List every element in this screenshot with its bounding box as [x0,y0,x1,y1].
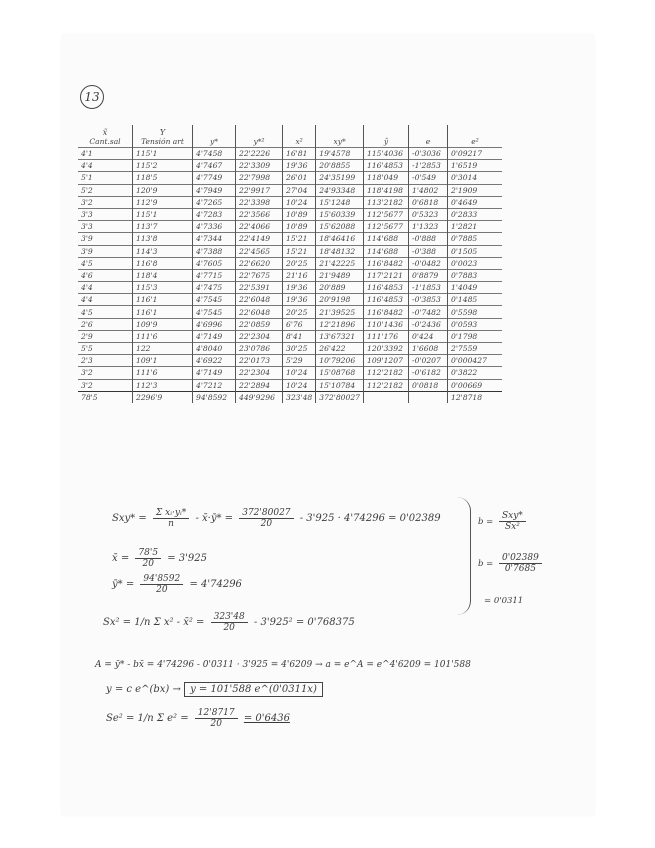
sum-cell: 449'9296 [236,391,283,403]
table-cell: 112'9 [133,196,193,208]
table-cell: 115'3 [133,282,193,294]
table-cell: 5'5 [78,343,133,355]
table-cell: 26'422 [316,343,364,355]
table-cell: 116'8482 [364,257,409,269]
se2-formula [106,708,290,729]
table-cell: 112'2182 [364,367,409,379]
table-cell: 3'9 [78,233,133,245]
table-row [78,160,502,172]
table-cell: 22'4149 [236,233,283,245]
table-cell: 114'688 [364,233,409,245]
table-cell: 20'25 [283,306,316,318]
table-cell: 116'4853 [364,282,409,294]
column-header [193,125,236,148]
table-cell: 111'6 [133,330,193,342]
table-cell: 21'39525 [316,306,364,318]
table-cell: 112'5677 [364,221,409,233]
table-cell: 113'8 [133,233,193,245]
table-cell: 3'2 [78,379,133,391]
table-cell: 115'4036 [364,148,409,160]
table-cell: 4'4 [78,282,133,294]
table-cell: 15'21 [283,245,316,257]
sx2-fraction [211,612,248,633]
table-cell: 1'4049 [448,282,503,294]
column-header-label: ŷ [383,137,389,146]
table-cell: 4'7336 [193,221,236,233]
sxy-denominator: n [168,519,174,529]
table-cell: 0'8879 [409,269,448,281]
table-cell: 111'176 [364,330,409,342]
table-cell: 22'7675 [236,269,283,281]
table-cell: 4'4 [78,294,133,306]
table-cell: 19'36 [283,294,316,306]
xbar-formula [112,548,207,569]
table-cell: 118'4198 [364,184,409,196]
column-header-label: y* [210,137,218,146]
table-cell: 112'3 [133,379,193,391]
table-cell: 22'6048 [236,294,283,306]
sum-cell: 372'80027 [316,391,364,403]
sum-cell: 94'8592 [193,391,236,403]
column-header-label: e [425,137,431,146]
ybar-result: = 4'74296 [189,579,242,590]
table-cell: 115'2 [133,160,193,172]
sx2-denominator: 20 [223,623,235,633]
table-cell: 3'9 [78,245,133,257]
model-result-box: y = 101'588 e^(0'0311x) [184,682,323,697]
table-cell: 19'4578 [316,148,364,160]
table-row [78,196,502,208]
data-table [78,125,502,403]
table-cell: 4'7149 [193,330,236,342]
table-cell: 111'6 [133,367,193,379]
table-cell: 116'4853 [364,160,409,172]
table-cell: 10'24 [283,367,316,379]
table-cell: 22'6048 [236,306,283,318]
table-cell: 116'1 [133,306,193,318]
table-cell: 15'21 [283,233,316,245]
table-cell: 15'62088 [316,221,364,233]
column-header-symbol: x̃ [102,128,108,137]
table-cell: 120'3392 [364,343,409,355]
table-cell: 0'1505 [448,245,503,257]
table-row [78,379,502,391]
table-cell: 109'1 [133,355,193,367]
xbar-numerator: 78'5 [135,548,161,559]
table-cell: 3'2 [78,196,133,208]
column-header-label: x² [295,137,303,146]
table-cell: 19'36 [283,160,316,172]
table-cell: 4'6922 [193,355,236,367]
table-cell: 20'9198 [316,294,364,306]
sxy-fraction-2 [239,508,293,529]
b-formula-label: b = [478,517,494,527]
table-cell: 0'00669 [448,379,503,391]
problem-number: 13 [80,85,104,109]
table-cell: 8'41 [283,330,316,342]
table-cell: -0'0482 [409,257,448,269]
column-header-label: Cant.sal [89,137,121,146]
column-header [133,125,193,148]
ybar-numerator: 94'8592 [140,574,183,585]
table-cell: 2'9 [78,330,133,342]
table-row [78,294,502,306]
table-row [78,330,502,342]
table-cell: -0'7482 [409,306,448,318]
table-cell: 0'1485 [448,294,503,306]
table-cell: 114'3 [133,245,193,257]
table-cell: 110'1436 [364,318,409,330]
table-cell: 4'7265 [193,196,236,208]
table-cell: 22'0859 [236,318,283,330]
column-header-symbol: Y [159,128,166,137]
table-cell: 22'7998 [236,172,283,184]
table-row [78,184,502,196]
table-cell: 5'1 [78,172,133,184]
table-cell: 118'4 [133,269,193,281]
model-label: y = c e^(bx) → [106,684,181,695]
intercept-formula: A = ȳ* - bx̄ = 4'74296 - 0'0311 · 3'925 = 4'6209 → a = e^A = e^4'6209 = 101'588 [95,660,471,670]
table-row [78,233,502,245]
table-row [78,282,502,294]
table-cell: 22'2226 [236,148,283,160]
table-cell: 0'0593 [448,318,503,330]
table-cell: 116'8482 [364,306,409,318]
table-cell: 0'5598 [448,306,503,318]
table-cell: 22'3398 [236,196,283,208]
table-cell: 10'24 [283,196,316,208]
table-cell: 22'4066 [236,221,283,233]
column-header [236,125,283,148]
table-cell: 12'21896 [316,318,364,330]
table-cell: 0'7883 [448,269,503,281]
table-cell: 22'2304 [236,367,283,379]
table-row [78,148,502,160]
table-cell: 115'1 [133,208,193,220]
column-header [78,125,133,148]
table-cell: 116'1 [133,294,193,306]
table-cell: 20'25 [283,257,316,269]
table-cell: 4'7605 [193,257,236,269]
table-cell: 122 [133,343,193,355]
table-cell: 0'1798 [448,330,503,342]
xbar-result: = 3'925 [167,553,207,564]
column-header [316,125,364,148]
table-cell: 117'2121 [364,269,409,281]
table-cell: 18'48132 [316,245,364,257]
table-cell: 109'1207 [364,355,409,367]
table-cell: 4'1 [78,148,133,160]
table-cell: 4'5 [78,257,133,269]
table-cell: 0'6818 [409,196,448,208]
ybar-denominator: 20 [156,585,168,595]
table-cell: -0'2436 [409,318,448,330]
table-cell: 1'1323 [409,221,448,233]
table-cell: 15'10784 [316,379,364,391]
b-calc-denominator: 0'7685 [504,564,536,574]
table-row [78,221,502,233]
table-cell: 15'60339 [316,208,364,220]
se2-denominator: 20 [210,719,222,729]
table-cell: 2'6 [78,318,133,330]
table-cell: 24'93348 [316,184,364,196]
sum-cell: 12'8718 [448,391,503,403]
table-cell: -0'3036 [409,148,448,160]
table-cell: 4'7475 [193,282,236,294]
table-cell: 22'9917 [236,184,283,196]
table-row [78,257,502,269]
table-row [78,367,502,379]
sxy-mean-product: - x̄·ȳ* = [195,513,234,524]
table-cell: 10'79206 [316,355,364,367]
table-cell: -1'2853 [409,160,448,172]
table-row [78,269,502,281]
table-cell: 3'3 [78,221,133,233]
b-formula-denominator: Sx² [504,522,520,532]
table-cell: -0'888 [409,233,448,245]
table-row [78,343,502,355]
table-cell: 22'2894 [236,379,283,391]
table-cell: 4'7545 [193,306,236,318]
table-cell: 4'7949 [193,184,236,196]
table-row [78,318,502,330]
se2-label: Se² = 1/n Σ e² = [106,713,189,724]
sum-cell: 323'48 [283,391,316,403]
sum-row [78,391,502,403]
sum-cell [409,391,448,403]
table-cell: 23'0786 [236,343,283,355]
table-cell: 4'5 [78,306,133,318]
b-formula-fraction [499,511,526,532]
table-cell: -0'0207 [409,355,448,367]
table-cell: 120'9 [133,184,193,196]
sum-cell: 2296'9 [133,391,193,403]
column-header [283,125,316,148]
sum-cell: 78'5 [78,391,133,403]
table-cell: 27'04 [283,184,316,196]
b-calculation [478,553,545,574]
table-cell: 5'29 [283,355,316,367]
table-cell: 24'35199 [316,172,364,184]
table-row [78,306,502,318]
right-brace [456,497,471,615]
table-cell: 0'0023 [448,257,503,269]
xbar-label: x̄ = [112,553,130,564]
table-cell: 5'2 [78,184,133,196]
table-cell: 113'7 [133,221,193,233]
table-cell: 4'7283 [193,208,236,220]
table-cell: 4'7749 [193,172,236,184]
ybar-formula [112,574,242,595]
se2-numerator: 12'8717 [195,708,238,719]
table-cell: -1'1853 [409,282,448,294]
table-cell: 4'7344 [193,233,236,245]
table-cell: 18'46416 [316,233,364,245]
xbar-denominator: 20 [142,559,154,569]
model-formula [106,684,323,695]
table-cell: 1'6519 [448,160,503,172]
table-cell: 4'7545 [193,294,236,306]
ybar-label: ȳ* = [112,579,135,590]
table-cell: 21'16 [283,269,316,281]
table-cell: 2'1909 [448,184,503,196]
sxy-numerator: Σ xᵢ·yᵢ* [153,508,189,519]
sxy-formula [112,508,441,529]
sxy-fraction [153,508,189,529]
table-row [78,208,502,220]
sx2-result: - 3'925² = 0'768375 [253,617,355,628]
table-cell: 4'6996 [193,318,236,330]
sxy-result: - 3'925 · 4'74296 = 0'02389 [299,513,441,524]
table-cell: 22'2304 [236,330,283,342]
table-cell: 10'89 [283,208,316,220]
table-cell: 2'7559 [448,343,503,355]
b-formula-numerator: Sxy* [499,511,526,522]
table-cell: 22'0173 [236,355,283,367]
table-cell: 0'4649 [448,196,503,208]
se2-fraction [195,708,238,729]
table-cell: 10'24 [283,379,316,391]
column-header [364,125,409,148]
table-cell: 1'2821 [448,221,503,233]
table-cell: 0'0818 [409,379,448,391]
table-cell: 4'7149 [193,367,236,379]
column-header-label: Tensión art [141,137,184,146]
b-calc-fraction [499,553,542,574]
table-cell: 4'7458 [193,148,236,160]
table-cell: 22'5391 [236,282,283,294]
sum-cell [364,391,409,403]
table-cell: 112'5677 [364,208,409,220]
table-cell: 114'688 [364,245,409,257]
se2-result: = 0'6436 [243,713,290,724]
table-cell: 3'3 [78,208,133,220]
table-cell: 13'67321 [316,330,364,342]
table-cell: 116'4853 [364,294,409,306]
table-cell: 109'9 [133,318,193,330]
table-cell: 0'000427 [448,355,503,367]
column-header [409,125,448,148]
b-calc-label: b = [478,559,494,569]
table-cell: 118'049 [364,172,409,184]
table-cell: -0'549 [409,172,448,184]
b-formula [478,511,529,532]
table-cell: 21'9489 [316,269,364,281]
table-cell: 0'2833 [448,208,503,220]
table-cell: 4'7467 [193,160,236,172]
table-cell: 3'2 [78,367,133,379]
table-cell: 16'81 [283,148,316,160]
table-cell: 4'7715 [193,269,236,281]
table-row [78,245,502,257]
table-cell: 4'8040 [193,343,236,355]
sx2-formula [103,612,355,633]
table-cell: 4'7388 [193,245,236,257]
table-cell: 30'25 [283,343,316,355]
table-cell: 20'8855 [316,160,364,172]
table-cell: 0'7885 [448,233,503,245]
sxy-denominator-2: 20 [260,519,273,529]
table-cell: 1'4802 [409,184,448,196]
table-cell: 0'09217 [448,148,503,160]
table-cell: 22'6620 [236,257,283,269]
sxy-numerator-2: 372'80027 [239,508,293,519]
xbar-fraction [135,548,161,569]
table-cell: 4'4 [78,160,133,172]
table-cell: 0'3014 [448,172,503,184]
table-cell: 22'3566 [236,208,283,220]
table-cell: 6'76 [283,318,316,330]
table-cell: 22'3309 [236,160,283,172]
table-cell: 22'4565 [236,245,283,257]
column-header-label: xy* [333,137,346,146]
table-cell: 2'3 [78,355,133,367]
header-row [78,125,502,148]
table-cell: -0'6182 [409,367,448,379]
b-calc-numerator: 0'02389 [499,553,542,564]
table-cell: 21'42225 [316,257,364,269]
table-cell: 113'2182 [364,196,409,208]
table-cell: -0'3853 [409,294,448,306]
table-cell: 20'889 [316,282,364,294]
column-header-label: e² [471,137,479,146]
table-row [78,172,502,184]
table-cell: 26'01 [283,172,316,184]
table-cell: 1'6608 [409,343,448,355]
table-cell: 15'1248 [316,196,364,208]
table-cell: 0'424 [409,330,448,342]
b-result: = 0'0311 [484,596,524,606]
sx2-numerator: 323'48 [211,612,248,623]
table-cell: 10'89 [283,221,316,233]
table-cell: 0'3822 [448,367,503,379]
sxy-label: Sxy* = [112,513,147,524]
sx2-label: Sx² = 1/n Σ x² - x̄² = [103,617,205,628]
ybar-fraction [140,574,183,595]
column-header [448,125,503,148]
table-cell: 0'5323 [409,208,448,220]
column-header-label: y*² [253,137,265,146]
table-cell: 19'36 [283,282,316,294]
table-cell: 116'8 [133,257,193,269]
table-cell: 112'2182 [364,379,409,391]
table-cell: 118'5 [133,172,193,184]
table-cell: 15'08768 [316,367,364,379]
table-cell: -0'388 [409,245,448,257]
table-cell: 115'1 [133,148,193,160]
table-cell: 4'6 [78,269,133,281]
table-row [78,355,502,367]
table-cell: 4'7212 [193,379,236,391]
